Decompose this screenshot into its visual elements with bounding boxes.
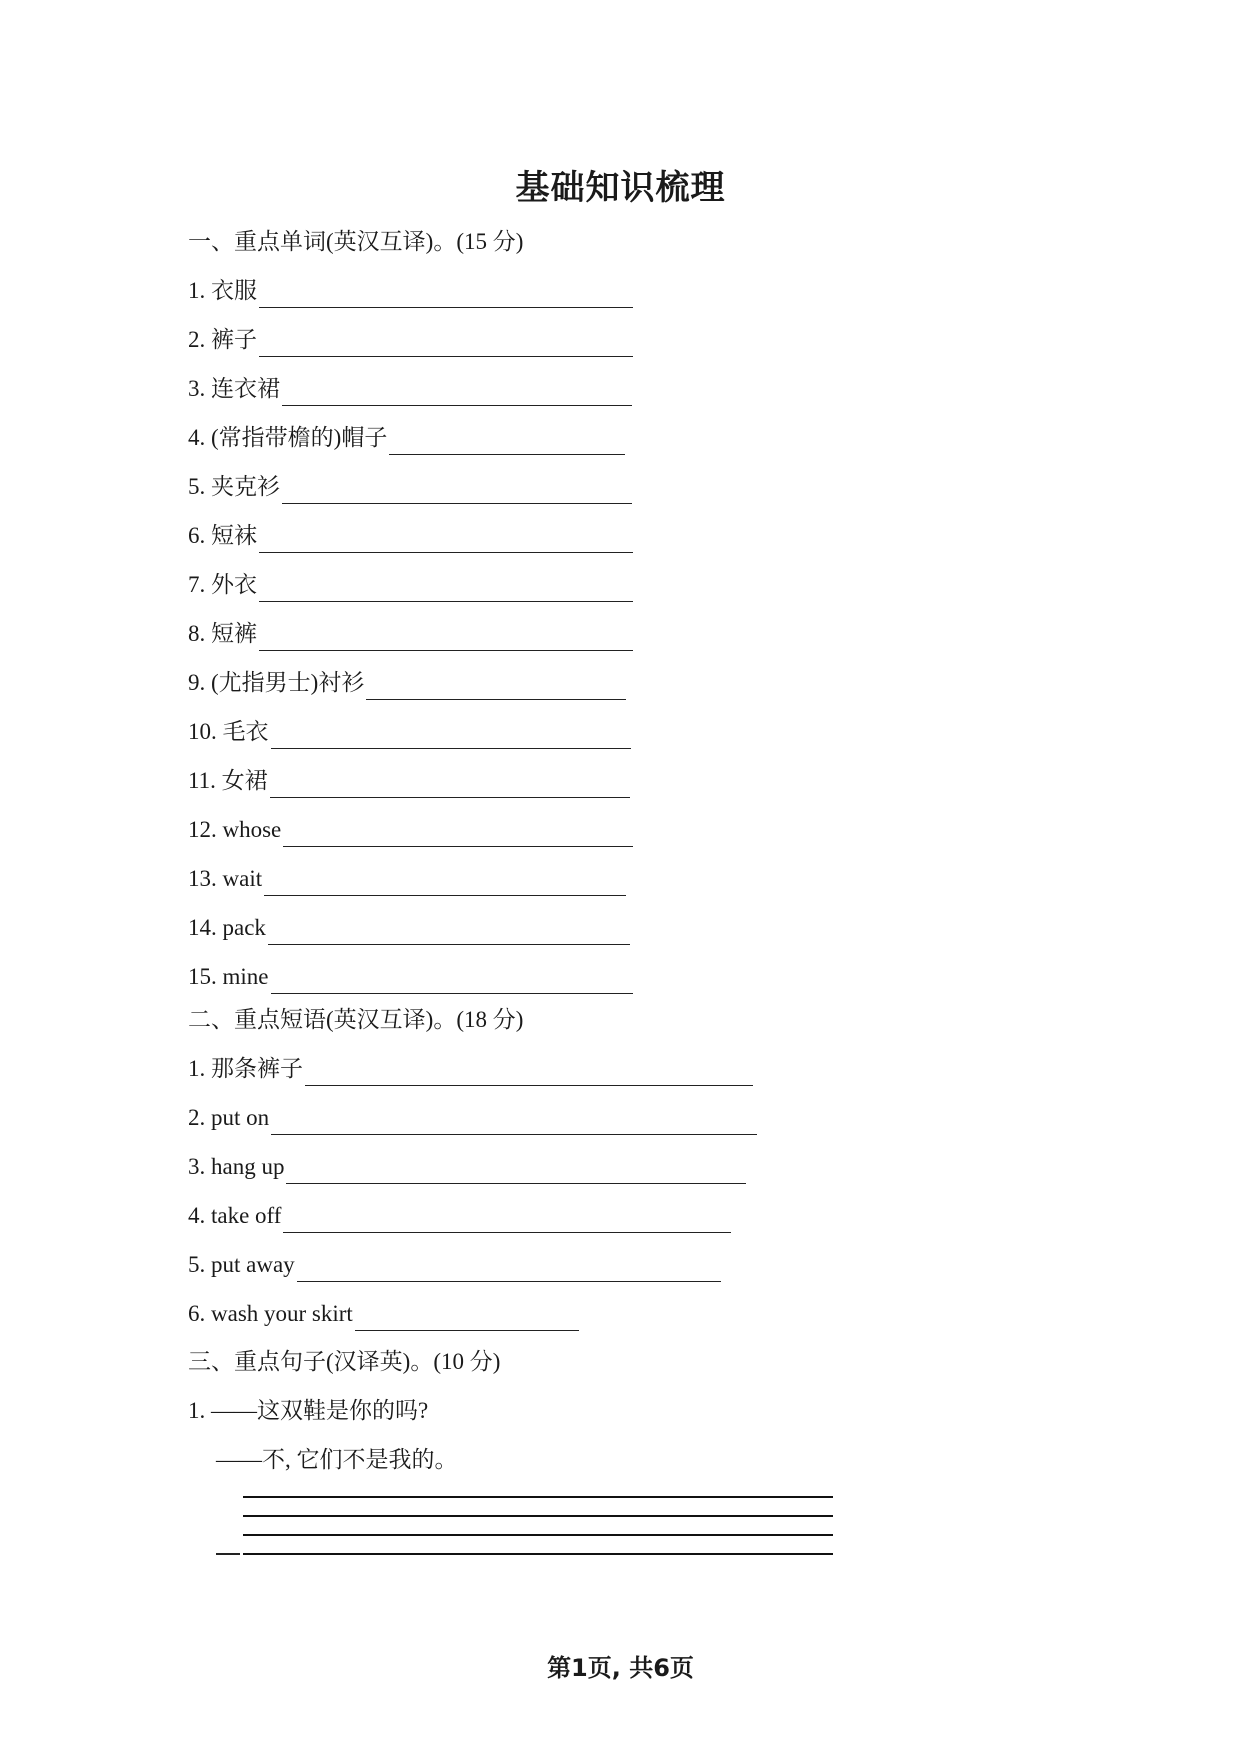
phrase-item: 3. hang up bbox=[188, 1150, 746, 1184]
answer-blank[interactable] bbox=[264, 869, 626, 896]
word-item: 6. 短袜 bbox=[188, 519, 633, 553]
answer-blank[interactable] bbox=[282, 477, 632, 504]
answer-blank[interactable] bbox=[259, 330, 633, 357]
answer-blank[interactable] bbox=[283, 1206, 731, 1233]
word-item: 1. 衣服 bbox=[188, 274, 633, 308]
answer-line[interactable] bbox=[243, 1534, 833, 1536]
answer-blank[interactable] bbox=[283, 820, 633, 847]
answer-blank[interactable] bbox=[270, 771, 630, 798]
phrase-item: 6. wash your skirt bbox=[188, 1297, 579, 1331]
phrase-item: 1. 那条裤子 bbox=[188, 1052, 753, 1086]
answer-blank[interactable] bbox=[305, 1059, 753, 1086]
word-item: 15. mine bbox=[188, 960, 633, 994]
answer-blank[interactable] bbox=[366, 673, 626, 700]
section3-heading: 三、重点句子(汉译英)。(10 分) bbox=[188, 1349, 501, 1374]
word-item: 14. pack bbox=[188, 911, 630, 945]
dash-mark bbox=[216, 1553, 240, 1555]
answer-blank[interactable] bbox=[389, 428, 625, 455]
answer-blank[interactable] bbox=[282, 379, 632, 406]
section1-heading: 一、重点单词(英汉互译)。(15 分) bbox=[188, 229, 524, 254]
answer-blank[interactable] bbox=[271, 1108, 757, 1135]
word-item: 8. 短裤 bbox=[188, 617, 633, 651]
phrase-item: 2. put on bbox=[188, 1101, 757, 1135]
answer-line[interactable] bbox=[243, 1496, 833, 1498]
page-title: 基础知识梳理 bbox=[515, 168, 726, 208]
answer-blank[interactable] bbox=[259, 526, 633, 553]
sentence-answer-prompt: ——不, 它们不是我的。 bbox=[216, 1447, 458, 1472]
word-item: 11. 女裙 bbox=[188, 764, 630, 798]
answer-blank[interactable] bbox=[259, 281, 633, 308]
word-item: 5. 夹克衫 bbox=[188, 470, 632, 504]
answer-blank[interactable] bbox=[271, 722, 631, 749]
word-item: 9. (尤指男士)衬衫 bbox=[188, 666, 626, 700]
word-item: 10. 毛衣 bbox=[188, 715, 631, 749]
word-item: 4. (常指带檐的)帽子 bbox=[188, 421, 625, 455]
page-footer: 第1页, 共6页 bbox=[547, 1654, 694, 1682]
answer-blank[interactable] bbox=[286, 1157, 746, 1184]
section2-heading: 二、重点短语(英汉互译)。(18 分) bbox=[188, 1007, 524, 1032]
answer-blank[interactable] bbox=[268, 918, 630, 945]
answer-blank[interactable] bbox=[271, 967, 633, 994]
answer-blank[interactable] bbox=[355, 1304, 579, 1331]
answer-blank[interactable] bbox=[259, 575, 633, 602]
word-item: 7. 外衣 bbox=[188, 568, 633, 602]
word-item: 12. whose bbox=[188, 813, 633, 847]
answer-line[interactable] bbox=[243, 1553, 833, 1555]
word-item: 13. wait bbox=[188, 862, 626, 896]
sentence-question: 1. ——这双鞋是你的吗? bbox=[188, 1398, 429, 1423]
answer-blank[interactable] bbox=[259, 624, 633, 651]
answer-blank[interactable] bbox=[297, 1255, 721, 1282]
phrase-item: 5. put away bbox=[188, 1248, 721, 1282]
word-item: 2. 裤子 bbox=[188, 323, 633, 357]
phrase-item: 4. take off bbox=[188, 1199, 731, 1233]
word-item: 3. 连衣裙 bbox=[188, 372, 632, 406]
answer-line[interactable] bbox=[243, 1515, 833, 1517]
